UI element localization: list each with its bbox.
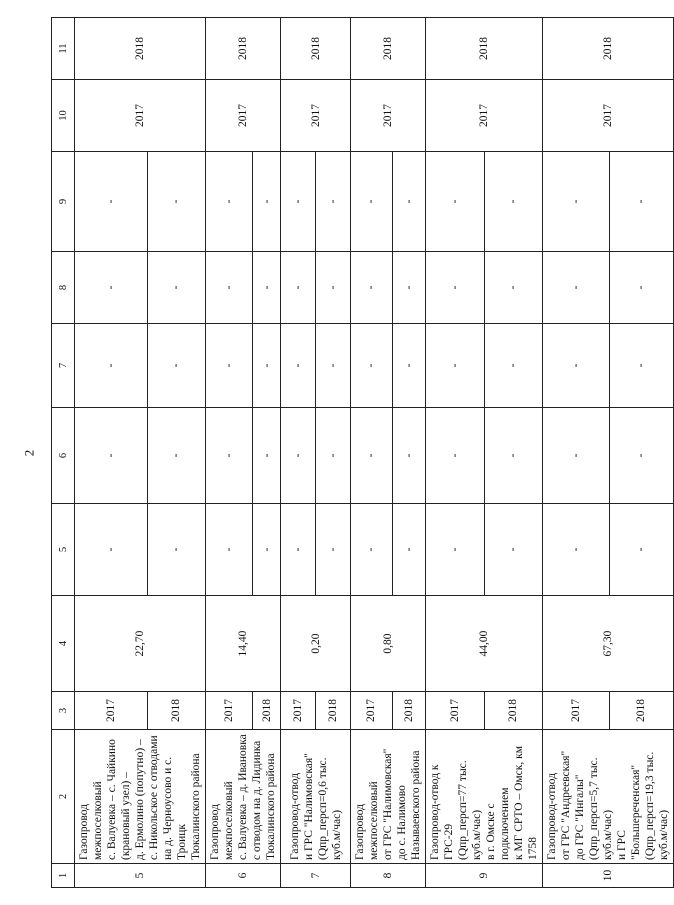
row-number: 9 bbox=[426, 864, 543, 888]
dash-cell: - bbox=[543, 504, 610, 596]
table-row bbox=[206, 18, 253, 888]
object-name-line: Газопровод межпоселковый bbox=[78, 781, 104, 860]
dash-cell: - bbox=[426, 504, 485, 596]
object-name-line: (Qпр_персп=5,7 тыс. bbox=[588, 757, 600, 860]
dash-cell: - bbox=[351, 152, 393, 252]
dash-cell: - bbox=[281, 152, 316, 252]
dash-cell: - bbox=[316, 252, 351, 324]
dash-cell: - bbox=[392, 504, 425, 596]
col-header: 5 bbox=[52, 504, 75, 596]
length-value: 14,40 bbox=[206, 596, 281, 692]
header-row bbox=[52, 18, 75, 888]
year-cell: 2017 bbox=[75, 692, 148, 730]
object-name-line: до ГРС "Ингалы" bbox=[574, 774, 586, 860]
object-name-line: куб.м/час) bbox=[471, 809, 483, 860]
table-row bbox=[543, 18, 610, 888]
object-name-line: Называевского района bbox=[410, 750, 422, 860]
dash-cell: - bbox=[609, 408, 673, 504]
end-year: 2018 bbox=[543, 18, 674, 80]
object-name-line: до с. Налимово bbox=[396, 785, 408, 860]
year-cell: 2017 bbox=[543, 692, 610, 730]
length-value: 67,30 bbox=[543, 596, 674, 692]
dash-cell: - bbox=[392, 252, 425, 324]
start-year: 2017 bbox=[351, 80, 426, 152]
col-header: 3 bbox=[52, 692, 75, 730]
dash-cell: - bbox=[426, 252, 485, 324]
col-header: 11 bbox=[52, 18, 75, 80]
dash-cell: - bbox=[484, 152, 543, 252]
dash-cell: - bbox=[281, 408, 316, 504]
end-year: 2018 bbox=[426, 18, 543, 80]
col-header: 6 bbox=[52, 408, 75, 504]
object-name-line: Тюкалинского района bbox=[190, 753, 202, 860]
dash-cell: - bbox=[543, 152, 610, 252]
dash-cell: - bbox=[147, 504, 205, 596]
object-name-line: с. Никольское с отводами bbox=[148, 735, 160, 860]
dash-cell: - bbox=[426, 408, 485, 504]
object-name-line: Газопровод-отвод bbox=[546, 772, 558, 860]
dash-cell: - bbox=[392, 408, 425, 504]
year-cell: 2017 bbox=[281, 692, 316, 730]
col-header: 7 bbox=[52, 324, 75, 408]
year-cell: 2018 bbox=[316, 692, 351, 730]
end-year: 2018 bbox=[75, 18, 206, 80]
dash-cell: - bbox=[316, 152, 351, 252]
dash-cell: - bbox=[75, 252, 148, 324]
dash-cell: - bbox=[484, 252, 543, 324]
investment-table bbox=[51, 17, 674, 888]
end-year: 2018 bbox=[281, 18, 351, 80]
object-name bbox=[351, 730, 426, 864]
dash-cell: - bbox=[253, 152, 281, 252]
object-name-line: от ГРС "Андреевская" bbox=[560, 750, 572, 860]
dash-cell: - bbox=[484, 504, 543, 596]
object-name-line: от ГРС "Налимовская" bbox=[382, 748, 394, 860]
col-header: 8 bbox=[52, 252, 75, 324]
dash-cell: - bbox=[75, 324, 148, 408]
row-number: 10 bbox=[543, 864, 674, 888]
dash-cell: - bbox=[281, 504, 316, 596]
dash-cell: - bbox=[147, 324, 205, 408]
dash-cell: - bbox=[281, 324, 316, 408]
object-name-line: Тюкалинского района bbox=[265, 753, 277, 860]
start-year: 2017 bbox=[75, 80, 206, 152]
dash-cell: - bbox=[351, 408, 393, 504]
dash-cell: - bbox=[426, 324, 485, 408]
dash-cell: - bbox=[392, 324, 425, 408]
start-year: 2017 bbox=[426, 80, 543, 152]
table-row bbox=[281, 18, 316, 888]
col-header: 4 bbox=[52, 596, 75, 692]
year-cell: 2018 bbox=[253, 692, 281, 730]
dash-cell: - bbox=[316, 504, 351, 596]
object-name-line: Газопровод межпоселковый bbox=[209, 781, 235, 860]
start-year: 2017 bbox=[206, 80, 281, 152]
col-header: 9 bbox=[52, 152, 75, 252]
year-cell: 2018 bbox=[147, 692, 205, 730]
dash-cell: - bbox=[206, 152, 253, 252]
object-name bbox=[426, 730, 543, 864]
table-row bbox=[351, 18, 393, 888]
object-name-line: Газопровод-отвод к ГРС-29 bbox=[429, 764, 455, 860]
end-year: 2018 bbox=[206, 18, 281, 80]
dash-cell: - bbox=[543, 324, 610, 408]
dash-cell: - bbox=[351, 252, 393, 324]
dash-cell: - bbox=[316, 408, 351, 504]
year-cell: 2018 bbox=[392, 692, 425, 730]
row-number: 5 bbox=[75, 864, 206, 888]
table-row bbox=[426, 18, 485, 888]
dash-cell: - bbox=[147, 408, 205, 504]
row-number: 8 bbox=[351, 864, 426, 888]
end-year: 2018 bbox=[351, 18, 426, 80]
table-row bbox=[75, 18, 148, 888]
page-number: 2 bbox=[21, 449, 37, 457]
dash-cell: - bbox=[75, 152, 148, 252]
object-name-line: и ГРС "Налимовская" bbox=[302, 753, 315, 860]
length-value: 0,20 bbox=[281, 596, 351, 692]
object-name-line: (Qпр_персп=0,6 тыс. bbox=[316, 757, 329, 860]
dash-cell: - bbox=[281, 252, 316, 324]
dash-cell: - bbox=[426, 152, 485, 252]
dash-cell: - bbox=[206, 408, 253, 504]
dash-cell: - bbox=[484, 324, 543, 408]
dash-cell: - bbox=[609, 252, 673, 324]
dash-cell: - bbox=[351, 504, 393, 596]
dash-cell: - bbox=[206, 252, 253, 324]
object-name-line: с отводом на д. Лидинка bbox=[251, 740, 263, 860]
object-name-line: Газопровод межпоселковый bbox=[354, 781, 380, 860]
col-header: 10 bbox=[52, 80, 75, 152]
dash-cell: - bbox=[253, 408, 281, 504]
object-name bbox=[206, 730, 281, 864]
object-name-line: в г. Омске с подключением bbox=[485, 787, 511, 860]
object-name-line: с. Валуевка – д. Ивановка bbox=[237, 734, 249, 860]
dash-cell: - bbox=[147, 152, 205, 252]
dash-cell: - bbox=[351, 324, 393, 408]
length-value: 44,00 bbox=[426, 596, 543, 692]
dash-cell: - bbox=[543, 252, 610, 324]
object-name-line: куб.м/час) bbox=[330, 809, 343, 860]
object-name-line: на д. Черноусово и с. Троицк bbox=[162, 756, 188, 860]
object-name-line: Газопровод-отвод bbox=[288, 772, 301, 860]
year-cell: 2017 bbox=[206, 692, 253, 730]
object-name bbox=[75, 730, 206, 864]
dash-cell: - bbox=[484, 408, 543, 504]
col-header: 2 bbox=[52, 730, 75, 864]
year-cell: 2018 bbox=[484, 692, 543, 730]
object-name-line: (Qпр_персп=19,3 тыс. bbox=[644, 751, 656, 860]
year-cell: 2018 bbox=[609, 692, 673, 730]
object-name bbox=[543, 730, 674, 864]
year-cell: 2017 bbox=[351, 692, 393, 730]
object-name-line: куб.м/час) bbox=[658, 809, 670, 860]
start-year: 2017 bbox=[543, 80, 674, 152]
dash-cell: - bbox=[392, 152, 425, 252]
object-name-line: с. Валуевка – с. Чайкино bbox=[106, 739, 118, 860]
start-year: 2017 bbox=[281, 80, 351, 152]
col-header: 1 bbox=[52, 864, 75, 888]
row-number: 6 bbox=[206, 864, 281, 888]
object-name-line: куб.м/час) bbox=[602, 809, 614, 860]
dash-cell: - bbox=[206, 324, 253, 408]
row-number: 7 bbox=[281, 864, 351, 888]
length-value: 22,70 bbox=[75, 596, 206, 692]
dash-cell: - bbox=[75, 504, 148, 596]
dash-cell: - bbox=[609, 504, 673, 596]
dash-cell: - bbox=[316, 324, 351, 408]
object-name-line: и ГРС "Большереченская" bbox=[616, 764, 642, 860]
table-body bbox=[75, 18, 674, 888]
object-name-line: (крановый узел) – bbox=[120, 772, 132, 860]
dash-cell: - bbox=[253, 252, 281, 324]
year-cell: 2017 bbox=[426, 692, 485, 730]
object-name-line: д. Ермолино (попутно) – bbox=[134, 739, 146, 860]
object-name-line: к МГ СРТО – Омск, км 1758 bbox=[513, 746, 539, 860]
dash-cell: - bbox=[206, 504, 253, 596]
dash-cell: - bbox=[253, 504, 281, 596]
length-value: 0,80 bbox=[351, 596, 426, 692]
dash-cell: - bbox=[75, 408, 148, 504]
dash-cell: - bbox=[609, 324, 673, 408]
dash-cell: - bbox=[147, 252, 205, 324]
object-name bbox=[281, 730, 351, 864]
dash-cell: - bbox=[253, 324, 281, 408]
dash-cell: - bbox=[543, 408, 610, 504]
object-name-line: (Qпр_персп=77 тыс. bbox=[457, 760, 469, 860]
dash-cell: - bbox=[609, 152, 673, 252]
